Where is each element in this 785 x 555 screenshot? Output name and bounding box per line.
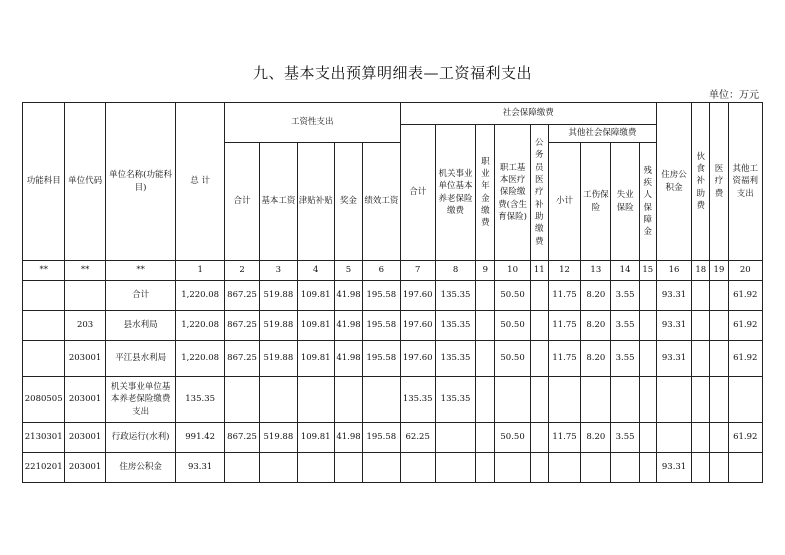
unit-name-cell: 住房公积金	[105, 453, 176, 483]
value-cell-perf	[363, 453, 400, 483]
value-cell-basic: 519.88	[260, 423, 297, 453]
table-row	[23, 423, 763, 453]
value-cell-housing: 93.31	[656, 453, 691, 483]
index-cell: 14	[611, 261, 639, 281]
value-cell-sub: 11.75	[548, 311, 580, 341]
header-annuity: 职业年金缴费	[476, 125, 495, 261]
value-cell-total: 991.42	[176, 423, 224, 453]
value-cell-sub: 11.75	[548, 423, 580, 453]
value-cell-basic	[260, 377, 297, 423]
unit-code-cell: 203001	[65, 453, 105, 483]
value-cell-social-sum: 197.60	[400, 341, 435, 377]
header-medical: 职工基本医疗保险缴费(含生育保险)	[495, 125, 530, 261]
value-cell-unemp	[611, 453, 639, 483]
index-cell: 16	[656, 261, 691, 281]
header-unit-code: 单位代码	[65, 103, 105, 261]
index-cell: **	[23, 261, 65, 281]
header-injury: 工伤保险	[581, 143, 611, 261]
value-cell-unemp: 3.55	[611, 341, 639, 377]
header-civil-medical: 公务员医疗补助缴费	[530, 125, 548, 261]
value-cell-allow	[297, 453, 334, 483]
value-cell-pension	[435, 423, 475, 453]
unit-name-cell: 县水利局	[105, 311, 176, 341]
unit-name-cell: 平江县水利局	[105, 341, 176, 377]
value-cell-other: 61.92	[728, 423, 762, 453]
unit-code-cell: 203	[65, 311, 105, 341]
value-cell-civil	[530, 281, 548, 311]
value-cell-medical: 50.50	[495, 281, 530, 311]
func-code-cell: 2210201	[23, 453, 65, 483]
value-cell-meal	[692, 453, 710, 483]
index-cell: 11	[530, 261, 548, 281]
value-cell-unemp	[611, 377, 639, 423]
index-cell: 1	[176, 261, 224, 281]
value-cell-wage-sum	[224, 377, 259, 423]
value-cell-total: 1,220.08	[176, 311, 224, 341]
value-cell-sub	[548, 377, 580, 423]
table-row	[23, 281, 763, 311]
header-other-wage: 其他工资福利支出	[728, 103, 762, 261]
header-meal: 伙食补助费	[692, 103, 710, 261]
header-func: 功能科目	[23, 103, 65, 261]
value-cell-sub: 11.75	[548, 281, 580, 311]
value-cell-housing: 93.31	[656, 311, 691, 341]
value-cell-annuity	[476, 423, 495, 453]
value-cell-total: 93.31	[176, 453, 224, 483]
value-cell-medical: 50.50	[495, 423, 530, 453]
index-cell: 3	[260, 261, 297, 281]
index-cell: 8	[435, 261, 475, 281]
value-cell-annuity	[476, 311, 495, 341]
value-cell-annuity	[476, 377, 495, 423]
value-cell-perf: 195.58	[363, 281, 400, 311]
value-cell-bonus: 41.98	[334, 423, 362, 453]
value-cell-housing	[656, 377, 691, 423]
header-other-sub: 小计	[548, 143, 580, 261]
value-cell-disabled	[639, 281, 656, 311]
value-cell-basic: 519.88	[260, 341, 297, 377]
value-cell-civil	[530, 453, 548, 483]
value-cell-annuity	[476, 281, 495, 311]
value-cell-injury	[581, 377, 611, 423]
table-row	[23, 311, 763, 341]
table-row	[23, 341, 763, 377]
index-cell: 7	[400, 261, 435, 281]
index-cell: **	[65, 261, 105, 281]
unit-name-cell: 机关事业单位基本养老保险缴费支出	[105, 377, 176, 423]
index-cell: 15	[639, 261, 656, 281]
value-cell-other	[728, 453, 762, 483]
header-pension: 机关事业单位基本养老保险缴费	[435, 125, 475, 261]
value-cell-other: 61.92	[728, 281, 762, 311]
header-other-social-group: 其他社会保障缴费	[548, 125, 656, 143]
value-cell-meal	[692, 311, 710, 341]
value-cell-bonus: 41.98	[334, 341, 362, 377]
unit-code-cell: 203001	[65, 423, 105, 453]
value-cell-allow	[297, 377, 334, 423]
value-cell-medfee	[710, 341, 728, 377]
value-cell-disabled	[639, 311, 656, 341]
value-cell-sub: 11.75	[548, 341, 580, 377]
value-cell-basic: 519.88	[260, 311, 297, 341]
value-cell-unemp: 3.55	[611, 281, 639, 311]
value-cell-disabled	[639, 377, 656, 423]
value-cell-injury: 8.20	[581, 281, 611, 311]
index-cell: 5	[334, 261, 362, 281]
value-cell-disabled	[639, 423, 656, 453]
value-cell-basic: 519.88	[260, 281, 297, 311]
value-cell-injury: 8.20	[581, 341, 611, 377]
value-cell-disabled	[639, 341, 656, 377]
index-cell: 9	[476, 261, 495, 281]
func-code-cell: 2080505	[23, 377, 65, 423]
value-cell-wage-sum: 867.25	[224, 341, 259, 377]
unit-code-cell	[65, 281, 105, 311]
header-medical-fee: 医疗费	[710, 103, 728, 261]
value-cell-basic	[260, 453, 297, 483]
header-disabled: 残疾人保障金	[639, 143, 656, 261]
index-cell: 19	[710, 261, 728, 281]
func-code-cell	[23, 311, 65, 341]
value-cell-disabled	[639, 453, 656, 483]
value-cell-wage-sum: 867.25	[224, 423, 259, 453]
index-row	[23, 261, 763, 281]
budget-table	[22, 102, 763, 483]
header-basic-wage: 基本工资	[260, 143, 297, 261]
value-cell-perf: 195.58	[363, 341, 400, 377]
value-cell-bonus	[334, 377, 362, 423]
func-code-cell	[23, 341, 65, 377]
value-cell-meal	[692, 377, 710, 423]
value-cell-wage-sum	[224, 453, 259, 483]
header-unemploy: 失业保险	[611, 143, 639, 261]
unit-name-cell: 合计	[105, 281, 176, 311]
value-cell-other: 61.92	[728, 341, 762, 377]
value-cell-civil	[530, 377, 548, 423]
value-cell-allow: 109.81	[297, 281, 334, 311]
value-cell-medfee	[710, 453, 728, 483]
value-cell-medfee	[710, 311, 728, 341]
index-cell: 18	[692, 261, 710, 281]
value-cell-injury	[581, 453, 611, 483]
header-wage-sum: 合计	[224, 143, 259, 261]
value-cell-civil	[530, 423, 548, 453]
index-cell: 4	[297, 261, 334, 281]
value-cell-perf	[363, 377, 400, 423]
header-housing: 住房公积金	[656, 103, 691, 261]
index-cell: 20	[728, 261, 762, 281]
value-cell-annuity	[476, 341, 495, 377]
value-cell-meal	[692, 341, 710, 377]
value-cell-allow: 109.81	[297, 311, 334, 341]
value-cell-allow: 109.81	[297, 423, 334, 453]
unit-label: 单位：万元	[709, 90, 759, 101]
page-title: 九、基本支出预算明细表—工资福利支出	[252, 64, 532, 82]
unit-name-cell: 行政运行(水利)	[105, 423, 176, 453]
header-allowance: 津贴补贴	[297, 143, 334, 261]
unit-code-cell: 203001	[65, 341, 105, 377]
header-performance: 绩效工资	[363, 143, 400, 261]
value-cell-pension: 135.35	[435, 377, 475, 423]
index-cell: 13	[581, 261, 611, 281]
value-cell-medfee	[710, 423, 728, 453]
header-social-sum: 合计	[400, 125, 435, 261]
value-cell-other	[728, 377, 762, 423]
value-cell-total: 135.35	[176, 377, 224, 423]
value-cell-medfee	[710, 281, 728, 311]
header-wage-group: 工资性支出	[224, 103, 400, 143]
value-cell-pension: 135.35	[435, 341, 475, 377]
value-cell-social-sum	[400, 453, 435, 483]
value-cell-pension: 135.35	[435, 311, 475, 341]
value-cell-meal	[692, 423, 710, 453]
value-cell-allow: 109.81	[297, 341, 334, 377]
value-cell-social-sum: 62.25	[400, 423, 435, 453]
header-unit-name: 单位名称(功能科目)	[105, 103, 176, 261]
header-social-group: 社会保障缴费	[400, 103, 656, 125]
value-cell-housing: 93.31	[656, 281, 691, 311]
header-bonus: 奖金	[334, 143, 362, 261]
value-cell-social-sum: 135.35	[400, 377, 435, 423]
value-cell-unemp: 3.55	[611, 423, 639, 453]
index-cell: 12	[548, 261, 580, 281]
value-cell-bonus	[334, 453, 362, 483]
value-cell-perf: 195.58	[363, 311, 400, 341]
table-row	[23, 377, 763, 423]
table-row	[23, 453, 763, 483]
index-cell: 10	[495, 261, 530, 281]
value-cell-wage-sum: 867.25	[224, 281, 259, 311]
index-cell: 6	[363, 261, 400, 281]
value-cell-civil	[530, 341, 548, 377]
value-cell-pension	[435, 453, 475, 483]
value-cell-housing	[656, 423, 691, 453]
value-cell-injury: 8.20	[581, 423, 611, 453]
value-cell-total: 1,220.08	[176, 281, 224, 311]
value-cell-annuity	[476, 453, 495, 483]
value-cell-civil	[530, 311, 548, 341]
value-cell-other: 61.92	[728, 311, 762, 341]
index-cell: 2	[224, 261, 259, 281]
value-cell-social-sum: 197.60	[400, 281, 435, 311]
index-cell: **	[105, 261, 176, 281]
value-cell-housing: 93.31	[656, 341, 691, 377]
value-cell-medical: 50.50	[495, 341, 530, 377]
value-cell-wage-sum: 867.25	[224, 311, 259, 341]
value-cell-injury: 8.20	[581, 311, 611, 341]
value-cell-medical	[495, 377, 530, 423]
value-cell-medfee	[710, 377, 728, 423]
header-total: 总 计	[176, 103, 224, 261]
value-cell-medical	[495, 453, 530, 483]
func-code-cell: 2130301	[23, 423, 65, 453]
value-cell-meal	[692, 281, 710, 311]
value-cell-pension: 135.35	[435, 281, 475, 311]
value-cell-medical: 50.50	[495, 311, 530, 341]
value-cell-unemp: 3.55	[611, 311, 639, 341]
value-cell-perf: 195.58	[363, 423, 400, 453]
value-cell-total: 1,220.08	[176, 341, 224, 377]
value-cell-social-sum: 197.60	[400, 311, 435, 341]
value-cell-sub	[548, 453, 580, 483]
value-cell-bonus: 41.98	[334, 281, 362, 311]
func-code-cell	[23, 281, 65, 311]
value-cell-bonus: 41.98	[334, 311, 362, 341]
unit-code-cell: 203001	[65, 377, 105, 423]
